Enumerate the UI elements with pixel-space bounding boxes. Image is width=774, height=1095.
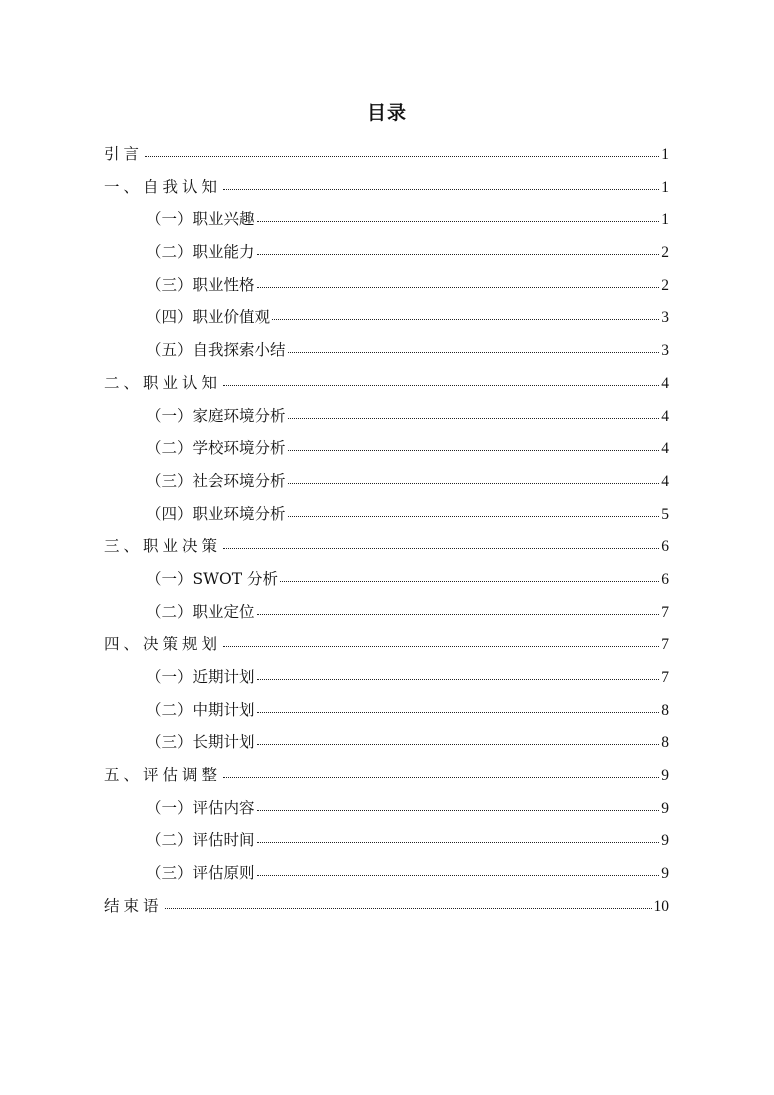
toc-dot-leader <box>223 189 659 190</box>
toc-entry-page-number: 10 <box>653 897 669 915</box>
toc-entry[interactable] <box>104 824 669 857</box>
toc-dot-leader <box>223 548 659 549</box>
toc-dot-leader <box>223 646 659 647</box>
toc-entry-page-number: 3 <box>661 342 669 360</box>
toc-dot-leader <box>257 875 660 876</box>
toc-dot-leader <box>257 810 660 811</box>
toc-entry[interactable] <box>104 171 669 204</box>
toc-entry-label: （五）自我探索小结 <box>146 341 286 360</box>
toc-entry-page-number: 5 <box>661 505 669 523</box>
toc-entry[interactable] <box>104 563 669 596</box>
toc-entry-label: （三）职业性格 <box>146 275 255 294</box>
toc-entry-label: （一）家庭环境分析 <box>146 406 286 425</box>
toc-dot-leader <box>257 679 660 680</box>
toc-entry-label: （二）职业能力 <box>146 243 255 262</box>
toc-entry[interactable] <box>104 203 669 236</box>
toc-entry[interactable] <box>104 301 669 334</box>
toc-entry-page-number: 4 <box>661 440 669 458</box>
toc-entry-label: 五、评估调整 <box>104 766 222 785</box>
toc-entry[interactable] <box>104 694 669 727</box>
toc-entry[interactable] <box>104 530 669 563</box>
toc-entry-label: （一）评估内容 <box>146 798 255 817</box>
toc-entry-label: 引言 <box>104 145 144 163</box>
toc-entry-page-number: 6 <box>661 570 669 588</box>
toc-entry[interactable] <box>104 792 669 825</box>
toc-entry-page-number: 4 <box>661 407 669 425</box>
toc-entry-label: （二）职业定位 <box>146 602 255 621</box>
toc-dot-leader <box>288 418 660 419</box>
toc-entry[interactable] <box>104 498 669 531</box>
toc-entry-label: （一）近期计划 <box>146 668 255 686</box>
toc-entry-page-number: 4 <box>661 472 669 490</box>
toc-entry[interactable] <box>104 269 669 302</box>
toc-entry-page-number: 3 <box>661 309 669 327</box>
toc-entry-label: 结束语 <box>104 896 163 915</box>
toc-entry-label: （三）社会环境分析 <box>146 471 286 490</box>
toc-entry-page-number: 9 <box>661 865 669 883</box>
toc-dot-leader <box>257 842 660 843</box>
toc-dot-leader <box>257 614 660 615</box>
toc-entry-label: （四）职业价值观 <box>146 308 271 327</box>
toc-entry-label: （一）SWOT 分析 <box>146 569 279 588</box>
toc-entry-page-number: 4 <box>661 374 669 392</box>
toc-entry[interactable] <box>104 726 669 759</box>
toc-dot-leader <box>165 908 652 909</box>
toc-entry-page-number: 9 <box>661 799 669 817</box>
toc-entry[interactable] <box>104 596 669 629</box>
toc-entry-page-number: 1 <box>661 146 669 163</box>
toc-dot-leader <box>223 777 659 778</box>
toc-entry[interactable] <box>104 661 669 694</box>
toc-entry-page-number: 1 <box>661 211 669 229</box>
toc-entry[interactable] <box>104 857 669 890</box>
toc-entry-label: 一、自我认知 <box>104 177 222 196</box>
toc-entry-label: （三）长期计划 <box>146 733 255 752</box>
toc-entry-label: （二）学校环境分析 <box>146 439 286 458</box>
toc-entry[interactable] <box>104 628 669 661</box>
toc-dot-leader <box>288 352 660 353</box>
toc-entry-page-number: 8 <box>661 701 669 719</box>
toc-dot-leader <box>223 385 659 386</box>
toc-entry-label: （三）评估原则 <box>146 864 255 883</box>
toc-entry-label: （二）中期计划 <box>146 700 255 719</box>
toc-entry-label: （二）评估时间 <box>146 831 255 850</box>
toc-entry-page-number: 7 <box>661 603 669 621</box>
toc-entry[interactable] <box>104 367 669 400</box>
toc-entry[interactable] <box>104 334 669 367</box>
toc-entry-page-number: 6 <box>661 538 669 556</box>
toc-entry-label: 三、职业决策 <box>104 537 222 556</box>
toc-entry-label: 二、职业认知 <box>104 373 222 392</box>
toc-entry-page-number: 2 <box>661 244 669 262</box>
toc-entry-label: （四）职业环境分析 <box>146 504 286 523</box>
toc-entry-page-number: 7 <box>661 636 669 654</box>
toc-entry[interactable] <box>104 465 669 498</box>
toc-dot-leader <box>257 221 660 222</box>
toc-dot-leader <box>257 744 660 745</box>
toc-entry-page-number: 1 <box>661 178 669 196</box>
toc-dot-leader <box>257 712 660 713</box>
toc-title: 目录 <box>366 102 407 124</box>
toc-entry[interactable] <box>104 432 669 465</box>
toc-entry[interactable] <box>104 138 669 171</box>
toc-dot-leader <box>257 287 660 288</box>
toc-entry[interactable] <box>104 759 669 792</box>
toc-entry-label: （一）职业兴趣 <box>146 210 255 229</box>
toc-dot-leader <box>257 254 660 255</box>
toc-entry-page-number: 9 <box>661 767 669 785</box>
toc-dot-leader <box>288 450 660 451</box>
toc-entry[interactable] <box>104 400 669 433</box>
toc-list <box>104 138 669 923</box>
toc-dot-leader <box>288 483 660 484</box>
toc-dot-leader <box>280 581 659 582</box>
toc-entry-page-number: 2 <box>661 276 669 294</box>
toc-entry-page-number: 8 <box>661 734 669 752</box>
toc-dot-leader <box>145 156 659 157</box>
toc-entry[interactable] <box>104 236 669 269</box>
toc-entry[interactable] <box>104 890 669 923</box>
toc-entry-page-number: 9 <box>661 832 669 850</box>
toc-dot-leader <box>288 516 660 517</box>
toc-dot-leader <box>272 319 659 320</box>
toc-entry-page-number: 7 <box>661 669 669 686</box>
toc-entry-label: 四、决策规划 <box>104 635 222 654</box>
